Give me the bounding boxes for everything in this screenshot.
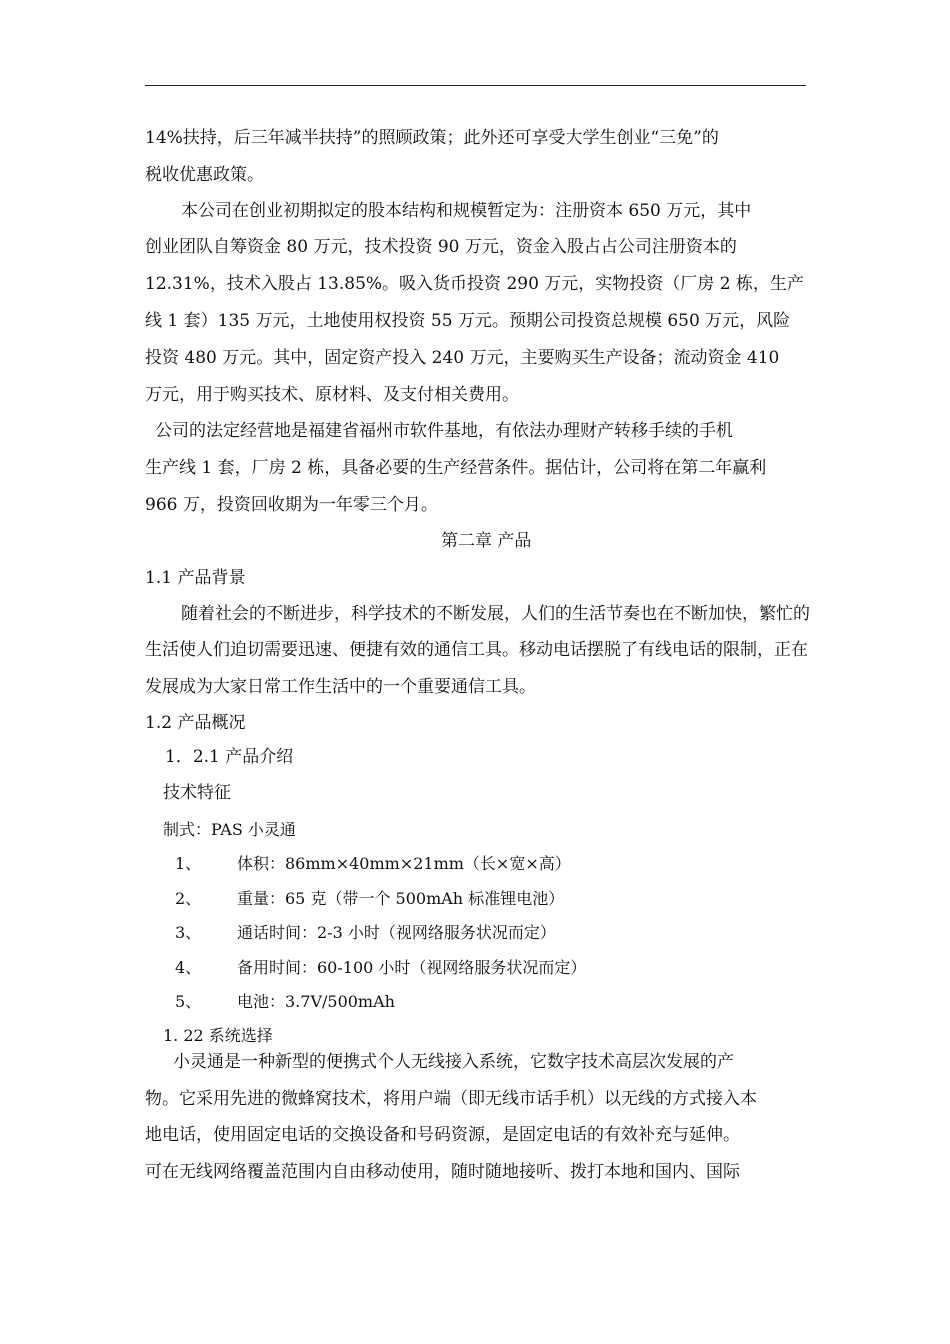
spec-text: 重量：65 克（带一个 500mAh 标准锂电池） bbox=[237, 889, 565, 908]
spec-text: 体积：86mm×40mm×21mm（长×宽×高） bbox=[237, 854, 571, 873]
paragraph-line: 966 万，投资回收期为一年零三个月。 bbox=[145, 495, 438, 515]
header-rule bbox=[145, 85, 806, 86]
subsection-heading: 1．2.1 产品介绍 bbox=[165, 747, 294, 767]
paragraph-line: 线 1 套）135 万元，土地使用权投资 55 万元。预期公司投资总规模 650 万元，风险 bbox=[145, 311, 791, 331]
spec-number: 5、 bbox=[175, 992, 202, 1011]
section-heading: 1.1 产品背景 bbox=[145, 568, 246, 588]
spec-item bbox=[175, 990, 395, 1014]
paragraph-line: 随着社会的不断进步，科学技术的不断发展，人们的生活节奏也在不断加快，繁忙的 bbox=[181, 604, 810, 624]
paragraph-line: 14%扶持，后三年减半扶持”的照顾政策；此外还可享受大学生创业“三免”的 bbox=[145, 128, 719, 148]
paragraph-line: 12.31%，技术入股占 13.85%。吸入货币投资 290 万元，实物投资（厂房 2 栋，生产 bbox=[145, 274, 804, 294]
paragraph-line: 本公司在创业初期拟定的股本结构和规模暂定为：注册资本 650 万元，其中 bbox=[181, 201, 752, 221]
paragraph-line: 税收优惠政策。 bbox=[145, 165, 264, 185]
spec-item bbox=[175, 921, 556, 945]
paragraph-line: 可在无线网络覆盖范围内自由移动使用，随时随地接听、拨打本地和国内、国际 bbox=[145, 1162, 740, 1182]
paragraph-line: 创业团队自筹资金 80 万元，技术投资 90 万元，资金入股占占公司注册资本的 bbox=[145, 237, 737, 257]
paragraph-line: 小灵通是一种新型的便携式个人无线接入系统，它数字技术高层次发展的产 bbox=[173, 1052, 734, 1072]
paragraph-line: 物。它采用先进的微蜂窝技术，将用户端（即无线市话手机）以无线的方式接入本 bbox=[145, 1089, 757, 1109]
paragraph-line: 生产线 1 套，厂房 2 栋，具备必要的生产经营条件。据估计，公司将在第二年赢利 bbox=[145, 458, 767, 478]
paragraph-line: 生活使人们迫切需要迅速、便捷有效的通信工具。移动电话摆脱了有线电话的限制，正在 bbox=[145, 640, 808, 660]
paragraph-line: 万元，用于购买技术、原材料、及支付相关费用。 bbox=[145, 385, 519, 405]
subsection-heading: 1. 22 系统选择 bbox=[163, 1026, 273, 1045]
chapter-title: 第二章 产品 bbox=[441, 531, 532, 551]
spec-number: 1、 bbox=[175, 854, 202, 873]
section-heading: 1.2 产品概况 bbox=[145, 713, 246, 733]
paragraph-line: 发展成为大家日常工作生活中的一个重要通信工具。 bbox=[145, 677, 536, 697]
spec-item bbox=[175, 956, 586, 980]
spec-text: 电池：3.7V/500mAh bbox=[237, 992, 395, 1011]
system-type-line: 制式：PAS 小灵通 bbox=[163, 820, 296, 839]
paragraph-line: 公司的法定经营地是福建省福州市软件基地，有依法办理财产转移手续的手机 bbox=[155, 421, 733, 441]
spec-item bbox=[175, 887, 564, 911]
spec-group-label: 技术特征 bbox=[163, 783, 231, 803]
spec-item bbox=[175, 852, 571, 876]
paragraph-line: 地电话，使用固定电话的交换设备和号码资源，是固定电话的有效补充与延伸。 bbox=[145, 1125, 740, 1145]
spec-number: 4、 bbox=[175, 958, 202, 977]
spec-number: 2、 bbox=[175, 889, 202, 908]
spec-number: 3、 bbox=[175, 923, 202, 942]
paragraph-line: 投资 480 万元。其中，固定资产投入 240 万元，主要购买生产设备；流动资金 410 bbox=[145, 348, 780, 368]
spec-text: 通话时间：2-3 小时（视网络服务状况而定） bbox=[237, 923, 556, 942]
spec-text: 备用时间：60-100 小时（视网络服务状况而定） bbox=[237, 958, 587, 977]
